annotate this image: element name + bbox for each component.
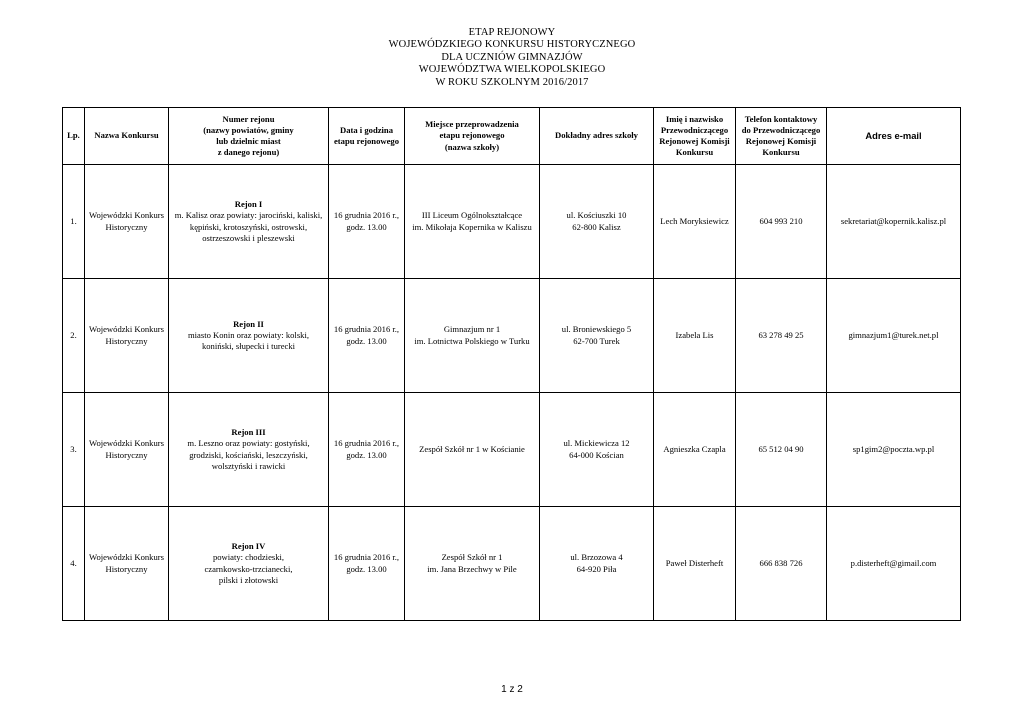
text-line: Lp. <box>67 130 80 141</box>
cell-email: gimnazjum1@turek.net.pl <box>827 279 961 393</box>
text-line: kępiński, krotoszyński, ostrowski, <box>189 221 308 232</box>
text-line: miasto Konin oraz powiaty: kolski, <box>187 329 309 340</box>
text-line: z danego rejonu) <box>217 147 280 158</box>
text-line: etapu rejonowego <box>439 130 505 141</box>
header-address <box>540 108 654 165</box>
title-line: WOJEWÓDZTWA WIELKOPOLSKIEGO <box>418 64 606 76</box>
region-title: Rejon IV <box>231 541 266 552</box>
region-title: Rejon III <box>231 427 266 438</box>
text-line: 16 grudnia 2016 r., <box>333 552 400 563</box>
text-line: wolsztyński i rawicki <box>211 460 286 471</box>
header-date <box>329 108 405 165</box>
title-line: WOJEWÓDZKIEGO KONKURSU HISTORYCZNEGO <box>388 39 636 51</box>
header-phone <box>736 108 827 165</box>
text-line: Wojewódzki Konkurs <box>89 210 164 221</box>
text-line: Konkursu <box>675 147 714 158</box>
cell-email: sp1gim2@poczta.wp.pl <box>827 393 961 507</box>
text-line: Historyczny <box>105 563 148 574</box>
text-line: im. Lotnictwa Polskiego w Turku <box>414 335 530 346</box>
text-line: Wojewódzki Konkurs <box>89 438 164 449</box>
cell-region <box>169 165 329 279</box>
text-line: Historyczny <box>105 221 148 232</box>
text-line: pilski i złotowski <box>218 574 279 585</box>
text-line: koniński, słupecki i turecki <box>201 341 296 352</box>
text-line: Rejonowej Komisji <box>745 136 817 146</box>
page-number: 1 z 2 <box>501 684 523 695</box>
text-line: Rejonowej Komisji <box>659 136 730 146</box>
title-line: W ROKU SZKOLNYM 2016/2017 <box>435 76 589 88</box>
text-line: grodziski, kościański, leszczyński, <box>189 449 308 460</box>
text-line: Nazwa Konkursu <box>94 130 159 141</box>
cell-address <box>540 165 654 279</box>
cell-place <box>405 165 540 279</box>
text-line: powiaty: chodzieski, <box>212 552 285 563</box>
cell-lp: 3. <box>63 393 85 507</box>
title-line: ETAP REJONOWY <box>468 27 556 38</box>
cell-place <box>405 279 540 393</box>
text-line: Data i godzina <box>340 124 393 135</box>
cell-chair: Paweł Disterheft <box>654 507 736 621</box>
header-email <box>827 108 961 165</box>
text-line: godz. 13.00 <box>346 563 387 574</box>
cell-email: sekretariat@kopernik.kalisz.pl <box>827 165 961 279</box>
cell-lp: 2. <box>63 279 85 393</box>
text-line: (nazwa szkoły) <box>444 141 500 152</box>
text-line: (nazwy powiatów, gminy <box>203 124 294 135</box>
text-line: ul. Kościuszki 10 <box>566 210 627 221</box>
text-line: godz. 13.00 <box>346 221 387 232</box>
text-line: lub dzielnic miast <box>216 136 281 146</box>
title-line: DLA UCZNIÓW GIMNAZJÓW <box>441 51 583 63</box>
text-line: Miejsce przeprowadzenia <box>425 119 519 130</box>
text-line: 16 grudnia 2016 r., <box>333 438 400 449</box>
cell-chair: Agnieszka Czapla <box>654 393 736 507</box>
text-line: Historyczny <box>105 449 148 460</box>
text-line: 62-700 Turek <box>573 335 620 346</box>
cell-chair: Izabela Lis <box>654 279 736 393</box>
cell-date <box>329 165 405 279</box>
text-line: 62-800 Kalisz <box>572 221 621 232</box>
text-line: Wojewódzki Konkurs <box>89 324 164 335</box>
cell-address <box>540 393 654 507</box>
cell-phone: 63 278 49 25 <box>736 279 827 393</box>
text-line: im. Jana Brzechwy w Pile <box>427 563 517 574</box>
text-line: Telefon kontaktowy <box>744 113 818 124</box>
text-line: Numer rejonu <box>222 113 275 124</box>
region-title: Rejon II <box>233 318 264 329</box>
table-row <box>63 393 961 507</box>
text-line: Wojewódzki Konkurs <box>89 552 164 563</box>
cell-region <box>169 507 329 621</box>
cell-phone: 666 838 726 <box>736 507 827 621</box>
text-line: Imię i nazwisko <box>665 113 724 124</box>
cell-contest-name <box>85 279 169 393</box>
cell-contest-name <box>85 165 169 279</box>
cell-lp: 4. <box>63 507 85 621</box>
contest-table <box>62 107 961 621</box>
text-line: ostrzeszowski i pleszewski <box>202 232 295 243</box>
cell-date <box>329 279 405 393</box>
table-row <box>63 279 961 393</box>
cell-place <box>405 393 540 507</box>
cell-contest-name <box>85 393 169 507</box>
cell-contest-name <box>85 507 169 621</box>
table-header-row <box>63 108 961 165</box>
table-row <box>63 165 961 279</box>
text-line: Historyczny <box>105 335 148 346</box>
cell-address <box>540 279 654 393</box>
cell-phone: 604 993 210 <box>736 165 827 279</box>
text-line: 64-920 Piła <box>576 563 617 574</box>
header-chair <box>654 108 736 165</box>
text-line: ul. Brzozowa 4 <box>570 552 623 563</box>
header-place <box>405 108 540 165</box>
text-line: 16 grudnia 2016 r., <box>333 210 400 221</box>
text-line: Przewodniczącego <box>660 124 729 135</box>
text-line: 16 grudnia 2016 r., <box>333 324 400 335</box>
text-line: godz. 13.00 <box>346 449 387 460</box>
text-line: ul. Mickiewicza 12 <box>563 438 630 449</box>
text-line: godz. 13.00 <box>346 335 387 346</box>
cell-chair: Lech Moryksiewicz <box>654 165 736 279</box>
header-region <box>169 108 329 165</box>
text-line: Adres e-mail <box>865 130 922 142</box>
cell-region <box>169 393 329 507</box>
text-line: czarnkowsko-trzcianecki, <box>204 563 293 574</box>
cell-lp: 1. <box>63 165 85 279</box>
text-line: 64-000 Kościan <box>569 449 624 460</box>
table-row <box>63 507 961 621</box>
text-line: ul. Broniewskiego 5 <box>561 324 632 335</box>
text-line: Konkursu <box>762 147 800 158</box>
cell-email: p.disterheft@gimail.com <box>827 507 961 621</box>
text-line: im. Mikołaja Kopernika w Kaliszu <box>412 221 532 232</box>
text-line: Dokładny adres szkoły <box>555 130 638 141</box>
cell-date <box>329 393 405 507</box>
text-line: etapu rejonowego <box>333 136 399 146</box>
region-title: Rejon I <box>234 199 263 210</box>
text-line: Zespół Szkół nr 1 <box>441 552 503 563</box>
document-title <box>0 27 1024 89</box>
text-line: m. Leszno oraz powiaty: gostyński, <box>187 438 310 449</box>
cell-place <box>405 507 540 621</box>
cell-date <box>329 507 405 621</box>
text-line: Gimnazjum nr 1 <box>443 324 501 335</box>
text-line: m. Kalisz oraz powiaty: jarociński, kaliski, <box>174 210 323 221</box>
cell-phone: 65 512 04 90 <box>736 393 827 507</box>
cell-region <box>169 279 329 393</box>
text-line: Zespół Szkół nr 1 w Kościanie <box>419 443 525 454</box>
text-line: do Przewodniczącego <box>741 124 821 135</box>
cell-address <box>540 507 654 621</box>
header-contest-name <box>85 108 169 165</box>
header-lp <box>63 108 85 165</box>
text-line: III Liceum Ogólnokształcące <box>421 210 523 221</box>
